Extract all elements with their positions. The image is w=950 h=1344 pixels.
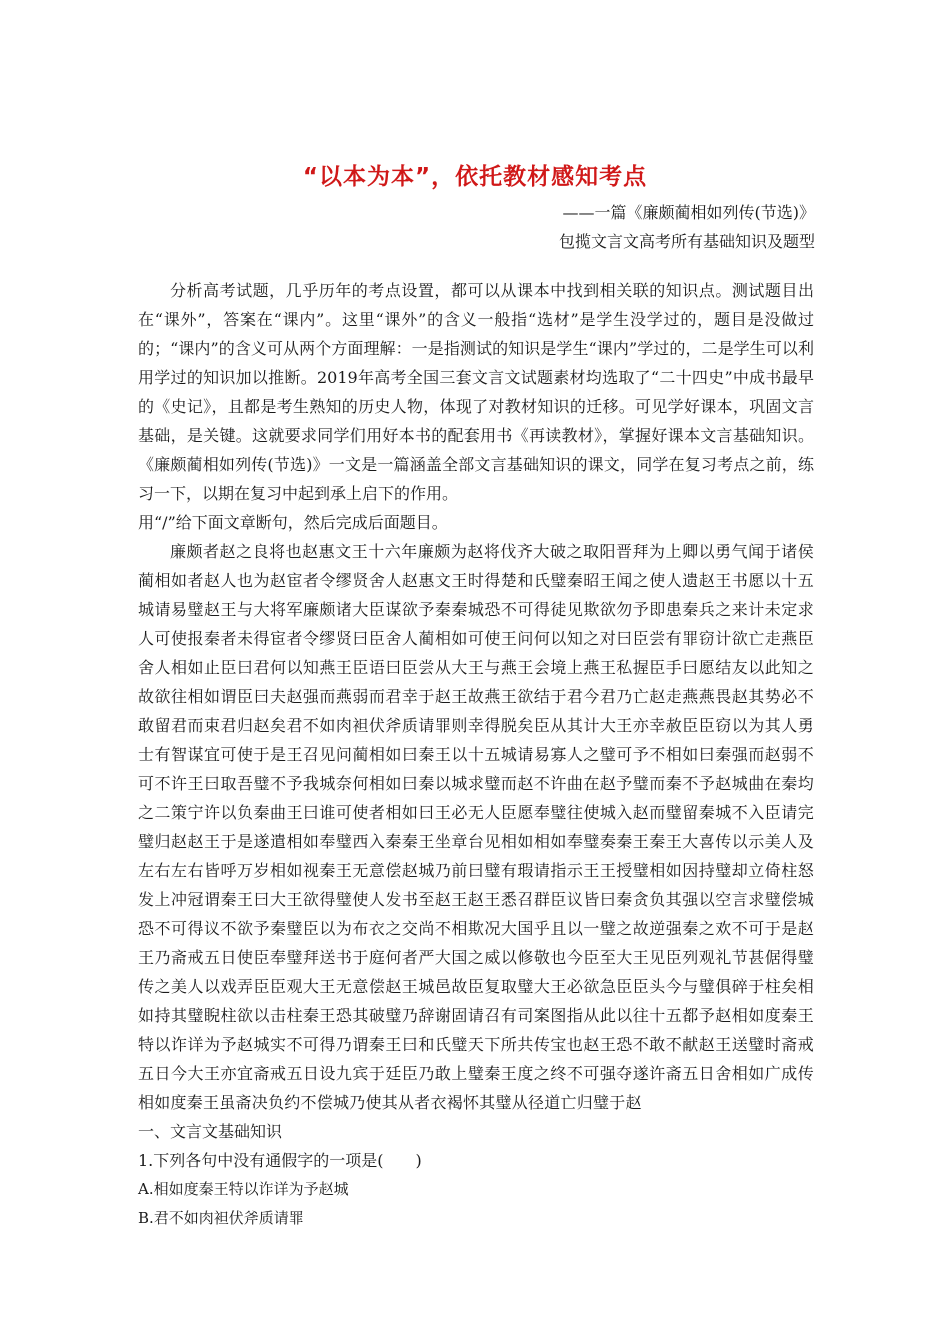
document-body [138,276,814,1233]
question-1: 1.下列各句中没有通假字的一项是( ) [138,1151,422,1170]
option-b: B.君不如肉袒伏斧质请罪 [138,1209,304,1227]
section-heading: 一、文言文基础知识 [138,1122,283,1141]
instruction-line: 用“/”给下面文章断句，然后完成后面题目。 [138,513,448,532]
subtitle-description: 包揽文言文高考所有基础知识及题型 [558,232,815,251]
subtitle-source: ——一篇《廉颇蔺相如列传(节选)》 [562,203,815,222]
option-a: A.相如度秦王特以诈详为予赵城 [138,1180,349,1198]
classical-passage: 廉颇者赵之良将也赵惠文王十六年廉颇为赵将伐齐大破之取阳晋拜为上卿以勇气闻于诸侯蔺相如者赵人也为赵宦者令缪贤舍人赵惠文王时得楚和氏璧秦昭王闻之使人遗赵王书愿以十五城请易璧赵王与大将军廉颇诸大臣谋欲予秦秦城恐不可得徒见欺欲勿予即患秦兵之来计未定求人可使报秦者未得宦者令缪贤曰臣舍人蔺相如可使王问何以知之对曰臣尝有罪窃计欲亡走燕臣舍人相如止臣曰君何以知燕王臣语曰臣尝从大王与燕王会境上燕王私握臣手曰愿结友以此知之故欲往相如谓臣曰夫赵强而燕弱而君幸于赵王故燕王欲结于君今君乃亡赵走燕燕畏赵其势必不敢留君而束君归赵矣君不如肉袒伏斧质请罪则幸得脱矣臣从其计大王亦幸赦臣臣窃以为其人勇士有智谋宜可使于是王召见问蔺相如曰秦王以十五城请易寡人之璧可予不相如曰秦强而赵弱不可不许王曰取吾璧不予我城奈何相如曰秦以城求璧而赵不许曲在赵予璧而秦不予赵城曲在秦均之二策宁许以负秦曲王曰谁可使者相如曰王必无人臣愿奉璧往使城入赵而璧留秦城不入臣请完璧归赵赵王于是遂遣相如奉璧西入秦秦王坐章台见相如相如奉璧奏秦王秦王大喜传以示美人及左右左右皆呼万岁相如视秦王无意偿赵城乃前曰璧有瑕请指示王王授璧相如因持璧却立倚柱怒发上冲冠谓秦王曰大王欲得璧使人发书至赵王赵王悉召群臣议皆曰秦贪负其强以空言求璧偿城恐不可得议不欲予秦璧臣以为布衣之交尚不相欺况大国乎且以一璧之故逆强秦之欢不可于是赵王乃斋戒五日使臣奉璧拜送书于庭何者严大国之威以修敬也今臣至大王见臣列观礼节甚倨得璧传之美人以戏弄臣臣观大王无意偿赵王城邑故臣复取璧大王必欲急臣臣头今与璧俱碎于柱矣相如持其璧睨柱欲以击柱秦王恐其破璧乃辞谢固请召有司案图指从此以往十五都予赵相如度秦王特以诈详为予赵城实不可得乃谓秦王曰和氏璧天下所共传宝也赵王恐不敢不献赵王送璧时斋戒五日今大王亦宜斋戒五日设九宾于廷臣乃敢上璧秦王度之终不可强夺遂许斋五日舍相如广成传相如度秦王虽斋决负约不偿城乃使其从者衣褐怀其璧从径道亡归璧于赵 [138,542,814,1112]
intro-paragraph: 分析高考试题，几乎历年的考点设置，都可以从课本中找到相关联的知识点。测试题目出在“课外”，答案在“课内”。这里“课外”的含义一般指“选材”是学生没学过的，题目是没做过的；“课内”的含义可从两个方面理解：一是指测试的知识是学生“课内”学过的，二是学生可以利用学过的知识加以推断。2019年高考全国三套文言文试题素材均选取了“二十四史”中成书最早的《史记》，且都是考生熟知的历史人物，体现了对教材知识的迁移。可见学好课本，巩固文言基础，是关键。这就要求同学们用好本书的配套用书《再读教材》，掌握好课本文言基础知识。《廉颇蔺相如列传(节选)》一文是一篇涵盖全部文言基础知识的课文，同学在复习考点之前，练习一下，以期在复习中起到承上启下的作用。 [138,281,814,503]
page-title: “以本为本”，依托教材感知考点 [302,164,648,190]
